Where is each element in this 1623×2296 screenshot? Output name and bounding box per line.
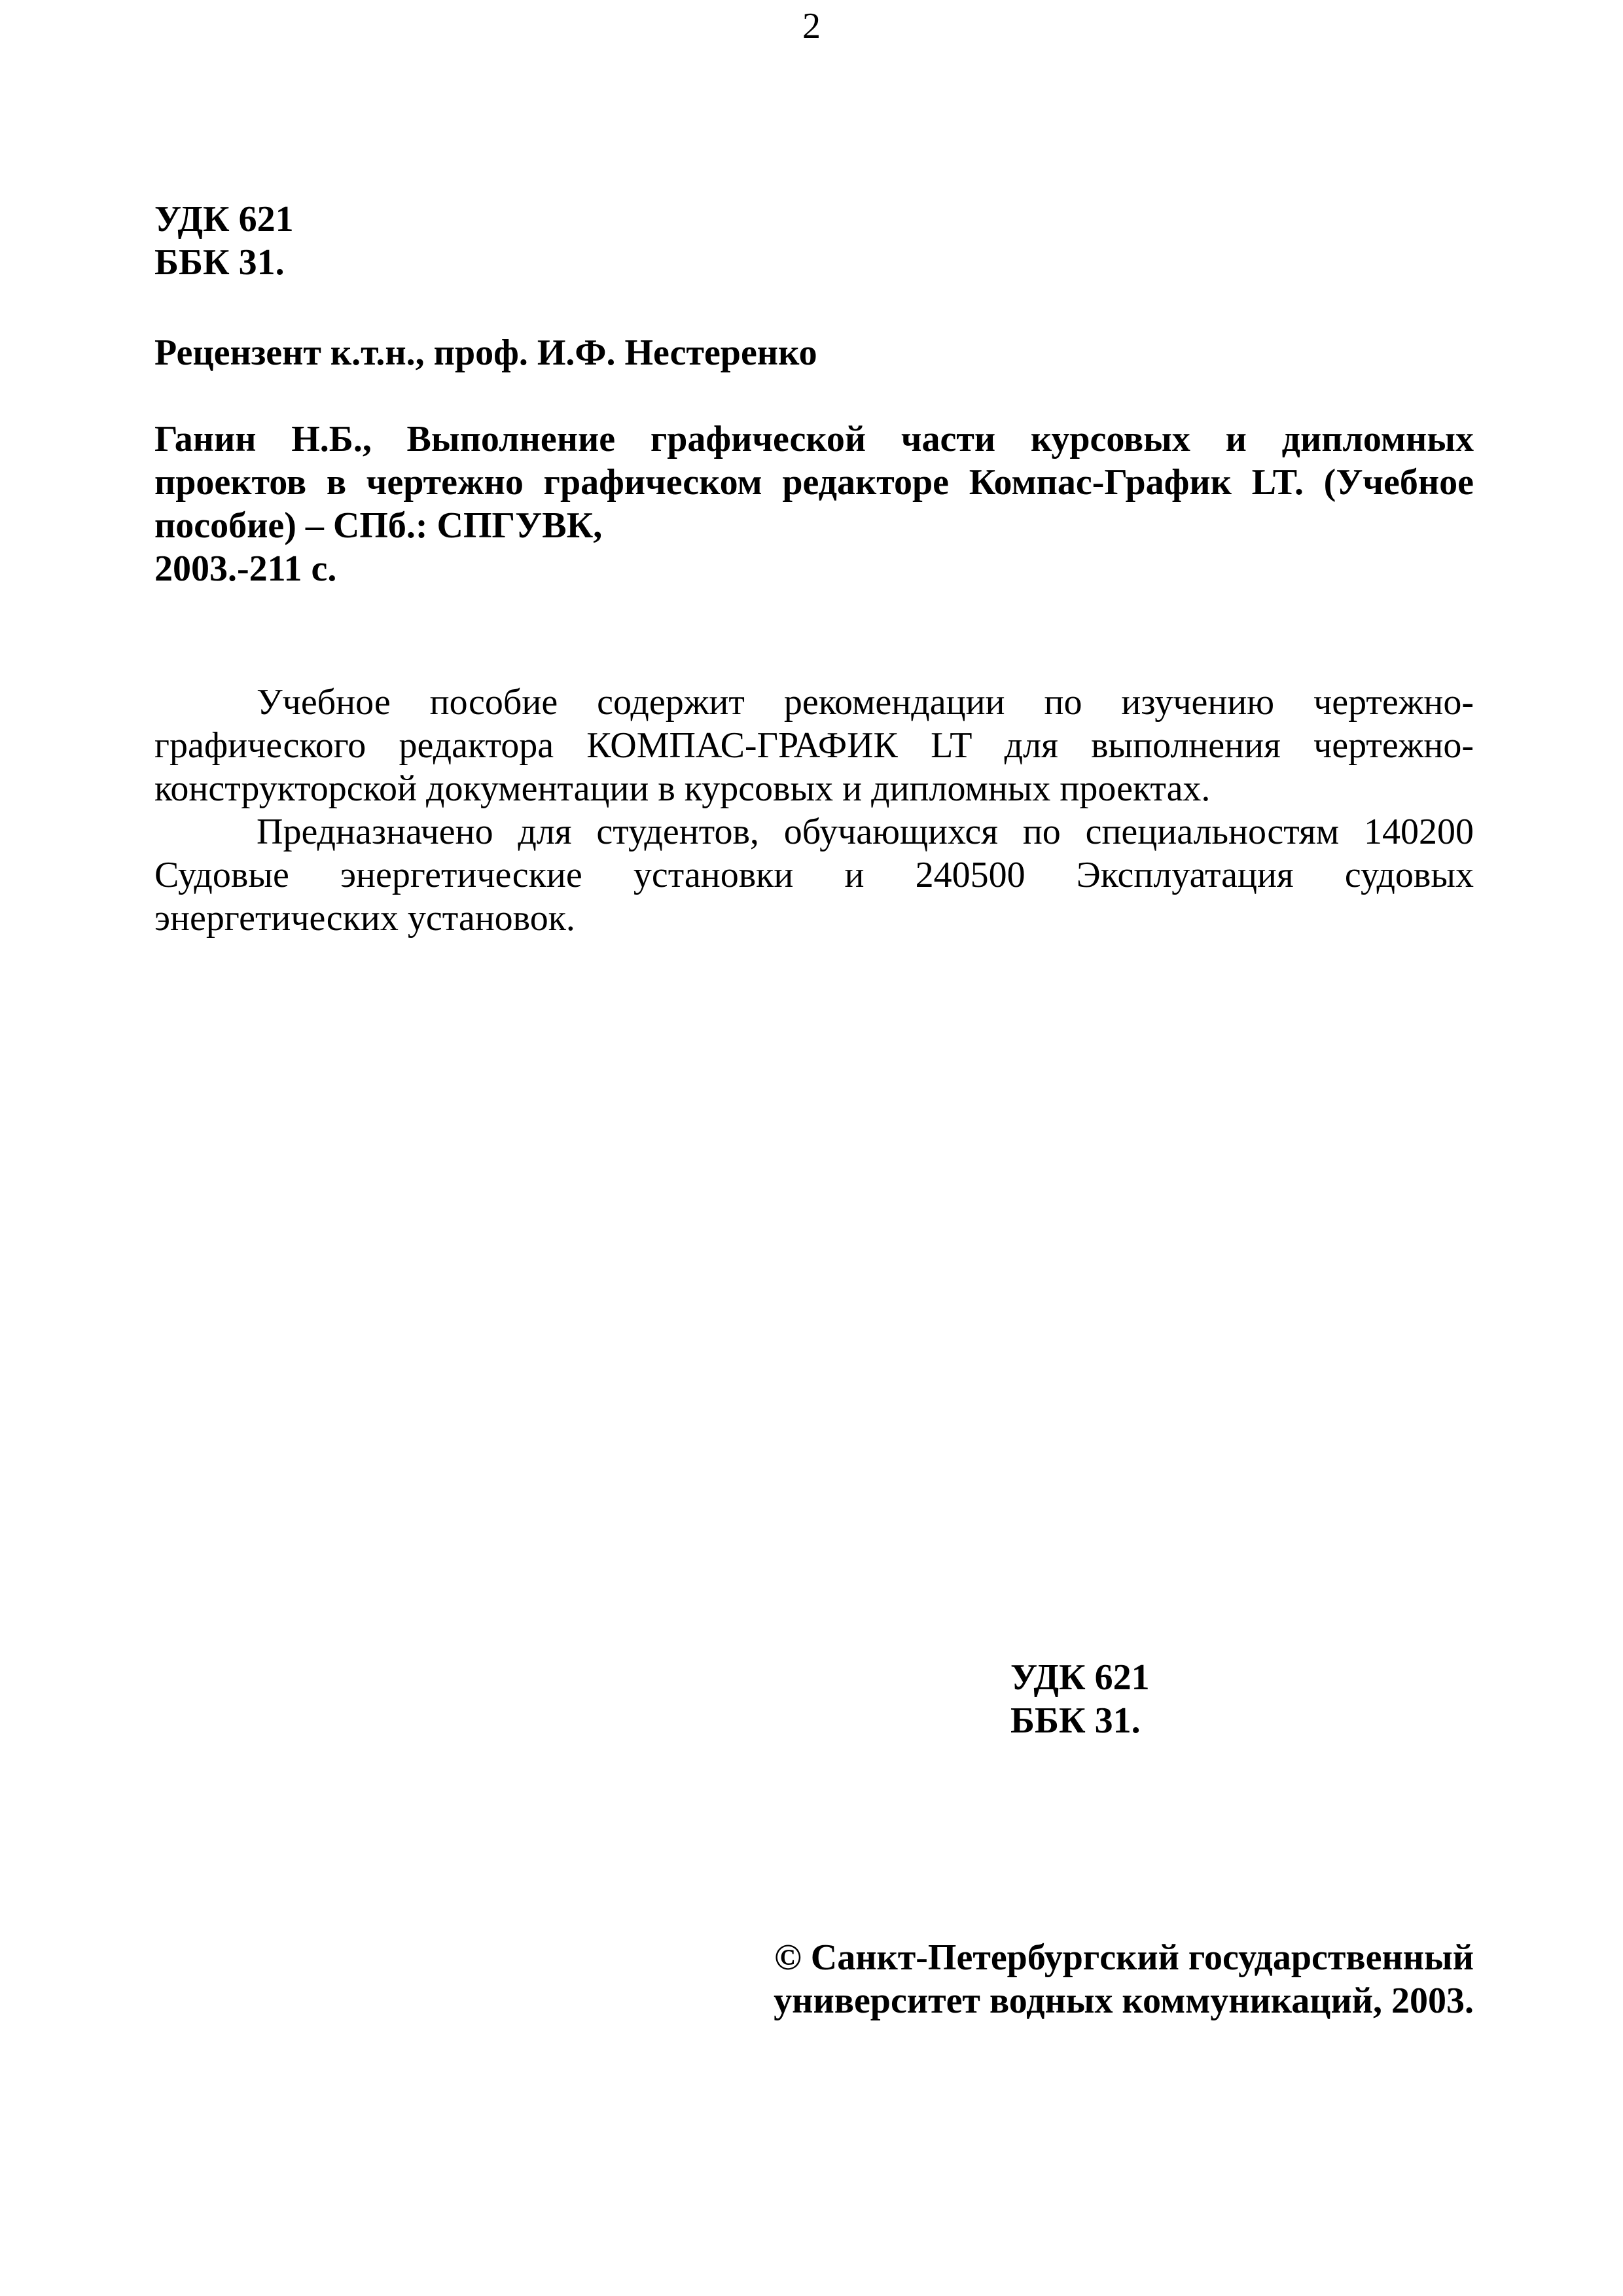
bbk-code: ББК 31. [154, 242, 285, 283]
classification-codes-top [154, 198, 294, 284]
copyright-line-1: © Санкт-Петербургский государственный [774, 1937, 1474, 1978]
annotation-p2-line-2: Судовые энергетические установки и 240500 Эксплуатация судовых [154, 855, 1474, 895]
annotation-paragraph-1 [154, 681, 1474, 810]
bbk-code-bottom: ББК 31. [1010, 1700, 1141, 1741]
annotation-p1-line-3: конструкторской документации в курсовых и дипломных проектах. [154, 768, 1211, 809]
reviewer-line: Рецензент к.т.н., проф. И.Ф. Нестеренко [154, 332, 817, 373]
bibliographic-record [154, 418, 1474, 590]
classification-codes-bottom [1010, 1656, 1150, 1742]
copyright-notice [738, 1936, 1474, 2022]
biblio-line-2: проектов в чертежно графическом редакторе Компас-График LT. (Учебное [154, 462, 1474, 503]
annotation-p1-line-1: Учебное пособие содержит рекомендации по изучению чертежно- [257, 682, 1474, 723]
annotation-p1-line-2: графического редактора КОМПАС-ГРАФИК LT для выполнения чертежно- [154, 725, 1474, 766]
udk-code-bottom: УДК 621 [1010, 1657, 1150, 1698]
page-number: 2 [802, 6, 821, 46]
annotation [154, 681, 1474, 940]
biblio-line-3: пособие) – СПб.: СПГУВК, [154, 505, 603, 546]
copyright-line-2: университет водных коммуникаций, 2003. [774, 1981, 1474, 2021]
biblio-line-1: Ганин Н.Б., Выполнение графической части курсовых и дипломных [154, 419, 1474, 459]
biblio-line-4: 2003.-211 с. [154, 548, 337, 589]
annotation-p2-line-1: Предназначено для студентов, обучающихся по специальностям 140200 [257, 812, 1474, 852]
annotation-paragraph-2 [154, 810, 1474, 940]
annotation-p2-line-3: энергетических установок. [154, 898, 575, 939]
udk-code: УДК 621 [154, 199, 294, 240]
